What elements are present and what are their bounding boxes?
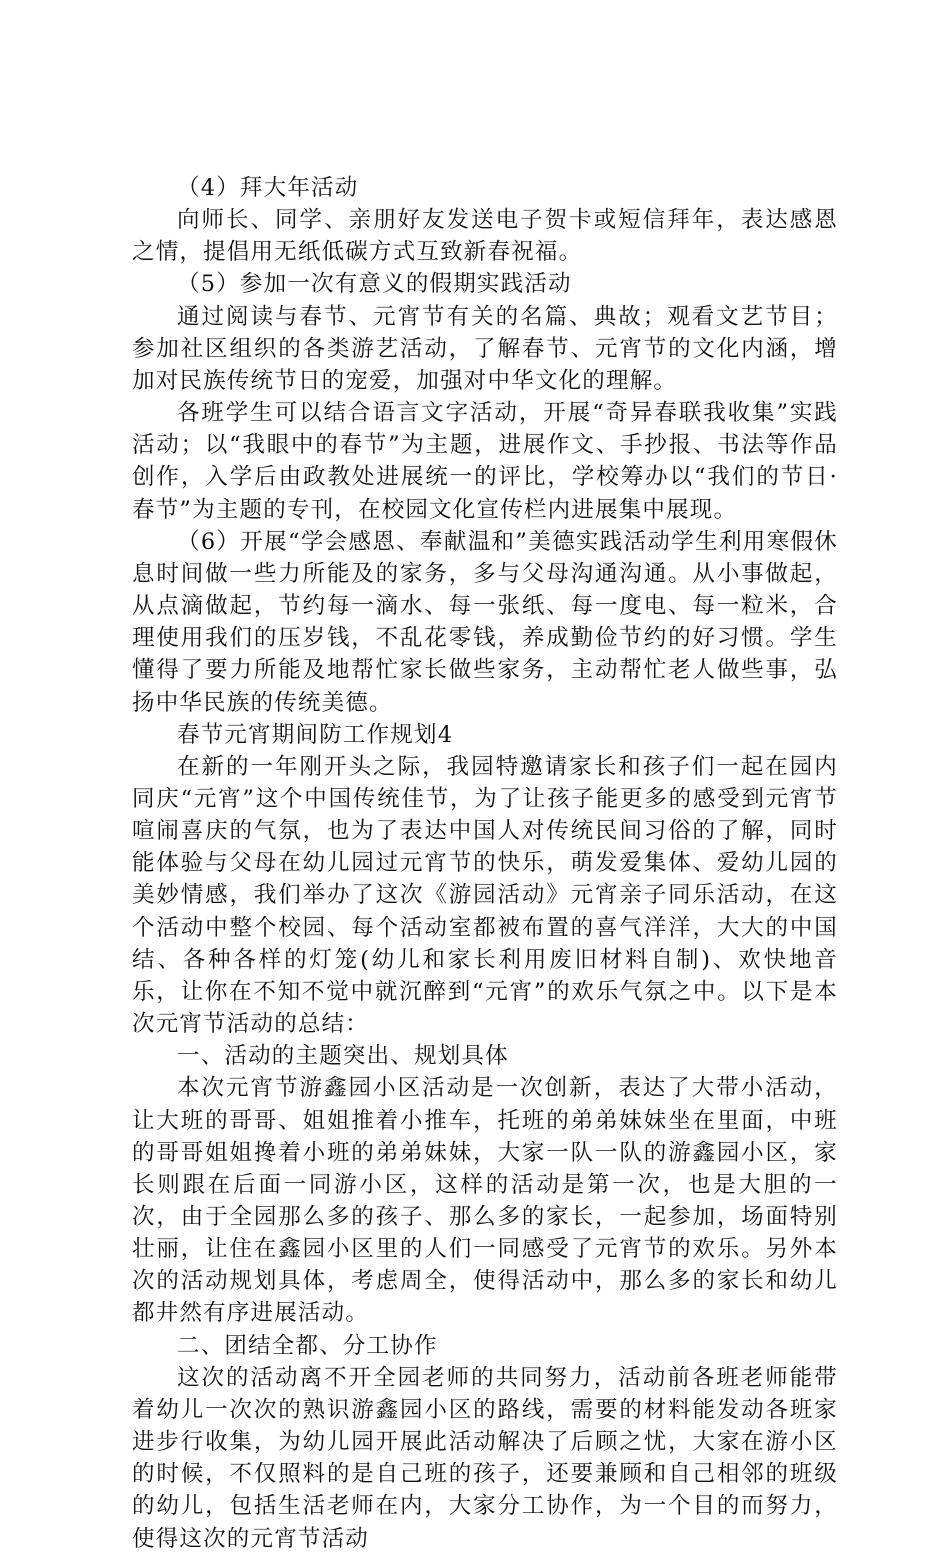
body-paragraph: 在新的一年刚开头之际，我园特邀请家长和孩子们一起在园内同庆“元宵”这个中国传统佳节，为了让孩子能更多的感受到元宵节喧闹喜庆的气氛，也为了表达中国人对传统民间习俗的了解，同时能体验与父母在幼儿园过元宵节的快乐，萌发爱集体、爱幼儿园的美妙情感，我们举办了这次《游园活动》元宵亲子同乐活动，在这个活动中整个校园、每个活动室都被布置的喜气洋洋，大大的中国结、各种各样的灯笼(幼儿和家长利用废旧材料自制)、欢快地音乐，让你在不知不觉中就沉醉到“元宵”的欢乐气氛之中。以下是本次元宵节活动的总结： bbox=[132, 753, 838, 1038]
body-paragraph: 向师长、同学、亲朋好友发送电子贺卡或短信拜年，表达感恩之情，提倡用无纸低碳方式互致新春祝福。 bbox=[132, 207, 838, 266]
body-paragraph: （6）开展“学会感恩、奉献温和”美德实践活动学生利用寒假休息时间做一些力所能及的家务，多与父母沟通沟通。从小事做起，从点滴做起，节约每一滴水、每一张纸、每一度电、每一粒米，合理使用我们的压岁钱，不乱花零钱，养成勤俭节约的好习惯。学生懂得了要力所能及地帮忙家长做些家务，主动帮忙老人做些事，弘扬中华民族的传统美德。 bbox=[132, 528, 838, 716]
document-body bbox=[132, 172, 838, 1555]
section-heading: 二、团结全都、分工协作 bbox=[177, 1332, 438, 1359]
section-heading: 一、活动的主题突出、规划具体 bbox=[177, 1043, 509, 1070]
body-paragraph: 本次元宵节游鑫园小区活动是一次创新，表达了大带小活动，让大班的哥哥、姐姐推着小推车，托班的弟弟妹妹坐在里面，中班的哥哥姐姐搀着小班的弟弟妹妹，大家一队一队的游鑫园小区，家长则跟在后面一同游小区，这样的活动是第一次，也是大胆的一次，由于全园那么多的孩子、那么多的家长，一起参加，场面特别壮丽，让住在鑫园小区里的人们一同感受了元宵节的欢乐。另外本次的活动规划具体，考虑周全，使得活动中，那么多的家长和幼儿都井然有序进展活动。 bbox=[132, 1075, 838, 1327]
section-heading: 春节元宵期间防工作规划4 bbox=[177, 721, 454, 748]
body-paragraph: 各班学生可以结合语言文字活动，开展“奇异春联我收集”实践活动；以“我眼中的春节”为主题，进展作文、手抄报、书法等作品创作，入学后由政教处进展统一的评比，学校筹办以“我们的节日·春节”为主题的专刊，在校园文化宣传栏内进展集中展现。 bbox=[132, 400, 838, 523]
section-heading: （5）参加一次有意义的假期实践活动 bbox=[177, 271, 572, 298]
body-paragraph: 通过阅读与春节、元宵节有关的名篇、典故；观看文艺节目；参加社区组织的各类游艺活动，了解春节、元宵节的文化内涵，增加对民族传统节日的宠爱，加强对中华文化的理解。 bbox=[132, 303, 838, 394]
section-heading: （4）拜大年活动 bbox=[177, 175, 359, 201]
body-paragraph: 这次的活动离不开全园老师的共同努力，活动前各班老师能带着幼儿一次次的熟识游鑫园小区的路线，需要的材料能发动各班家进步行收集，为幼儿园开展此活动解决了后顾之忧，大家在游小区的时候，不仅照料的是自己班的孩子，还要兼顾和自己相邻的班级的幼儿，包括生活老师在内，大家分工协作，为一个目的而努力，使得这次的元宵节活动 bbox=[132, 1364, 838, 1552]
